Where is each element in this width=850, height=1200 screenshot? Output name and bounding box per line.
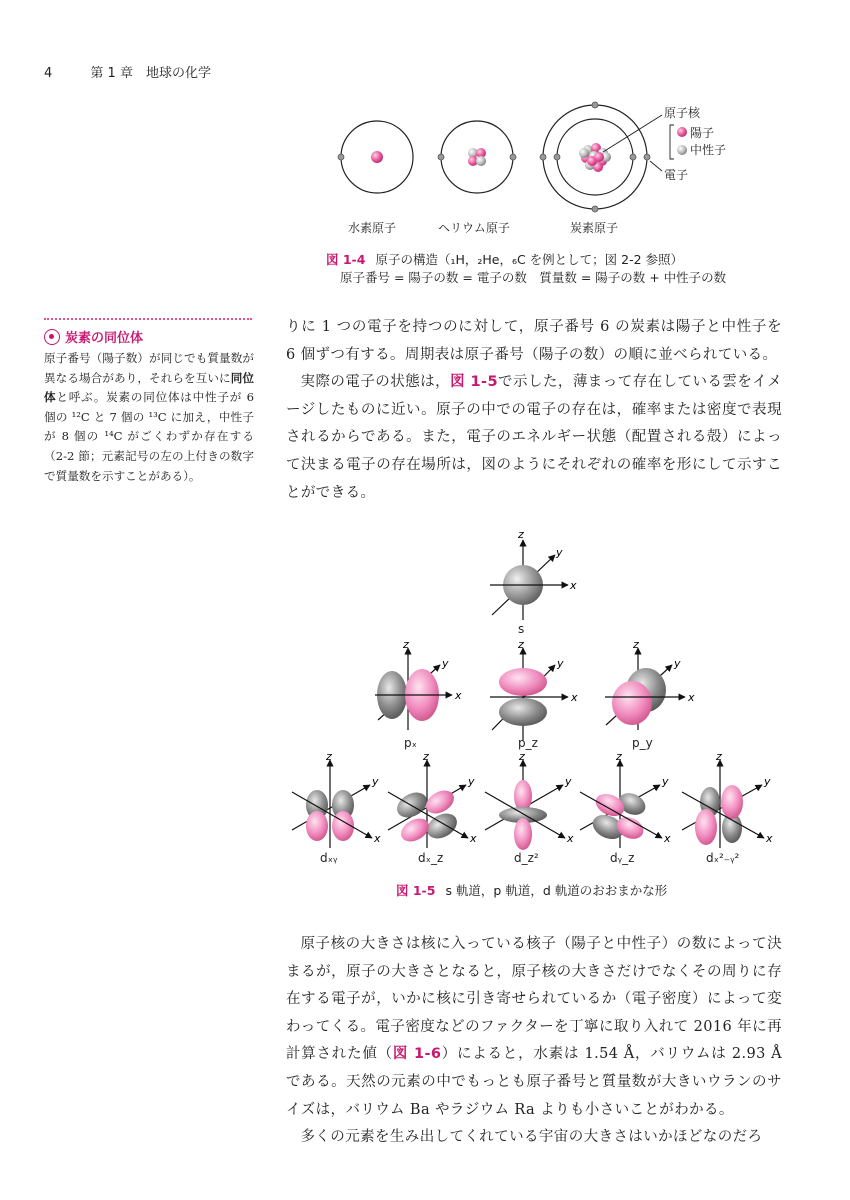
legend-electron: 電子: [664, 168, 689, 182]
figure-1-4-caption-line1: [326, 250, 683, 268]
carbon-atom-diagram: [540, 102, 662, 212]
body-text-1b: [286, 369, 782, 507]
running-header: [44, 62, 211, 81]
figure-1-4-caption-text: 原子の構造（₁H，₂He，₆C を例として；図 2-2 参照）: [375, 252, 684, 267]
svg-text:z: z: [326, 750, 332, 763]
sidebar-title: [44, 327, 143, 346]
legend-proton: 陽子: [690, 126, 715, 140]
body-text-2: [286, 931, 782, 1124]
py-orbital: [605, 638, 695, 730]
svg-text:z: z: [518, 530, 524, 541]
body-paragraph-2: [286, 931, 782, 1152]
body-text-3: 多くの元素を生み出してくれている宇宙の大きさはいかほどなのだろ: [300, 1129, 763, 1146]
figure-1-5-label: 図 1-5: [396, 883, 436, 898]
svg-text:y: y: [662, 775, 669, 788]
label-dyz: dᵧ_z: [610, 851, 635, 865]
dyz-orbital: [580, 750, 671, 848]
label-px: pₓ: [404, 736, 417, 750]
figure-1-5-caption-text: s 軌道，p 軌道，d 軌道のおおまかな形: [445, 883, 668, 898]
svg-text:y: y: [372, 775, 379, 788]
svg-text:x: x: [470, 832, 477, 845]
svg-text:x: x: [570, 579, 577, 592]
svg-text:x: x: [571, 691, 578, 704]
s-orbital: [490, 530, 577, 620]
figure-1-5-orbitals: [280, 530, 800, 870]
legend-nucleus: 原子核: [664, 106, 701, 120]
pz-orbital: [490, 638, 578, 740]
label-carbon: 炭素原子: [570, 221, 619, 235]
svg-text:y: y: [556, 546, 563, 559]
svg-text:z: z: [616, 750, 622, 763]
atom-legend-bracket: [670, 125, 687, 159]
figure-1-4-label: 図 1-4: [326, 252, 366, 267]
svg-text:y: y: [674, 657, 681, 670]
atom-icon: [44, 329, 60, 345]
helium-atom-diagram: [438, 121, 516, 193]
svg-text:x: x: [374, 832, 381, 845]
body-text-2-pre: 原子核の大きさは核に入っている核子（陽子と中性子）の数によって決まるが，原子の大きさとなると，原子核の大きさだけでなくその周りに存在する電子が，いかに核に引き寄せられているか（電子密度）によって変わってくる。電子密度などのファクターを丁寧に取り入れて 2016 年に再計算された値（: [286, 936, 782, 1063]
label-dxy: dₓᵧ: [320, 851, 338, 865]
svg-text:y: y: [565, 775, 572, 788]
dz2-orbital: [485, 750, 574, 850]
hydrogen-atom-diagram: [338, 121, 413, 193]
legend-neutron: 中性子: [690, 143, 727, 157]
sidebar-text-2: と呼ぶ。炭素の同位体は中性子が 6 個の ¹²C と 7 個の ¹³C に加え，中性子が 8 個の ¹⁴C がごくわずか存在する（2-2 節；元素記号の左の上付きの数字で質量数を示すことがある）。: [44, 390, 254, 483]
label-hydrogen: 水素原子: [348, 221, 397, 235]
px-orbital: [375, 638, 462, 730]
svg-text:y: y: [557, 657, 564, 670]
body-text-2-post: ）によると，水素は 1.54 Å，バリウムは 2.93 Å である。天然の元素の中でもっとも原子番号と質量数が大きいウランのサイズは，バリウム Ba やラジウム Ra よりも小さいことがわかる。: [286, 1046, 782, 1118]
label-pz: p_z: [518, 736, 538, 750]
dxz-orbital: [388, 750, 477, 848]
page-number: 4: [44, 66, 53, 81]
figure-1-5-caption: [396, 881, 667, 899]
svg-text:z: z: [403, 638, 409, 651]
label-py: p_y: [632, 736, 653, 750]
dx2y2-orbital: [682, 750, 773, 848]
label-dx2y2: dₓ²₋ᵧ²: [706, 851, 740, 865]
label-dz2: d_z²: [514, 851, 539, 865]
body-text-1b-pre: 実際の電子の状態は，: [300, 374, 451, 391]
figure-1-4-caption-line2: 原子番号 = 陽子の数 = 電子の数 質量数 = 陽子の数 + 中性子の数: [340, 270, 727, 285]
body-text-1a: りに 1 つの電子を持つのに対して，原子番号 6 の炭素は陽子と中性子を 6 個ずつ有する。周期表は原子番号（陽子の数）の順に並べられている。: [286, 319, 782, 363]
svg-text:z: z: [716, 750, 722, 763]
chapter-title: 第 1 章 地球の化学: [90, 66, 211, 81]
svg-text:z: z: [518, 638, 524, 651]
sidebar-divider: [44, 318, 252, 320]
label-dxz: dₓ_z: [418, 851, 444, 865]
svg-text:z: z: [423, 750, 429, 763]
sidebar-text-bold: 同位体: [44, 370, 254, 405]
label-s: s: [518, 622, 525, 636]
svg-text:x: x: [455, 689, 462, 702]
svg-text:y: y: [468, 775, 475, 788]
svg-text:y: y: [442, 657, 449, 670]
sidebar-title-text: 炭素の同位体: [65, 331, 144, 346]
figure-ref-1-6[interactable]: 図 1-6: [392, 1046, 442, 1063]
svg-text:x: x: [688, 691, 695, 704]
svg-text:z: z: [633, 638, 639, 651]
svg-text:y: y: [764, 775, 771, 788]
svg-text:x: x: [664, 832, 671, 845]
sidebar-text-1: 原子番号（陽子数）が同じでも質量数が異なる場合があり，それらを互いに: [44, 351, 254, 385]
svg-text:z: z: [519, 750, 525, 763]
body-text-1b-post: で示した，薄まって存在している雲をイメージしたものに近い。原子の中での電子の存在は，確率または密度で表現されるからである。また，電子のエネルギー状態（配置される殻）によって決まる電子の存在場所は，図のようにそれぞれの確率を形にして示すことができる。: [286, 374, 783, 501]
sidebar-body: [44, 349, 254, 486]
label-helium: ヘリウム原子: [438, 221, 510, 235]
svg-text:x: x: [766, 832, 773, 845]
svg-text:x: x: [567, 832, 574, 845]
body-paragraph-1: [286, 314, 782, 507]
dxy-orbital: [292, 750, 381, 848]
figure-ref-1-5[interactable]: 図 1-5: [450, 374, 498, 391]
